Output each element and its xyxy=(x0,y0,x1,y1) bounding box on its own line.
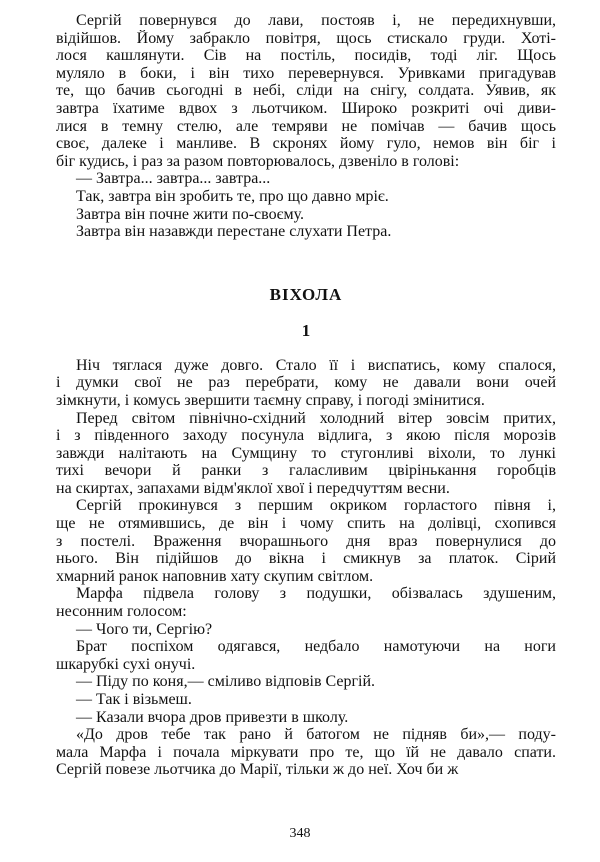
paragraph xyxy=(56,497,556,585)
text-line: мала Марфа і почала міркувати про те, що їй не давало спати. xyxy=(56,743,556,761)
text-line: завтра їхатиме вдвох з льотчиком. Широко розкриті очі диви- xyxy=(56,99,556,117)
paragraph xyxy=(56,621,556,639)
text-line: і думки свої не раз перебрати, кому не давали вони очей xyxy=(56,374,556,392)
text-line: завжди налітають на Сумщину то стугонливі віхоли, то лункі xyxy=(56,444,556,462)
text-line: своє, далеке і манливе. В скронях йому гуло, немов він біг і xyxy=(56,135,556,153)
text-line: з постелі. Враження вчорашнього дня враз повернулися до xyxy=(56,532,556,550)
text-line: те, що бачив сьогодні в небі, сліди на снігу, солдата. Уявив, як xyxy=(56,82,556,100)
text-line: — Казали вчора дров привезти в школу. xyxy=(76,708,349,726)
text-line: Завтра він назавжди перестане слухати Петра. xyxy=(76,223,392,241)
text-line: біг кудись, і раз за разом повторювалось, дзвеніло в голові: xyxy=(56,152,460,170)
paragraph xyxy=(56,410,556,498)
section-title: ВІХОЛА xyxy=(269,284,343,304)
paragraph xyxy=(56,638,556,673)
paragraph xyxy=(56,709,556,727)
paragraph xyxy=(56,673,556,691)
paragraph xyxy=(56,726,556,779)
text-line: муляло в боки, і він тихо перевернувся. Уривками пригадував xyxy=(56,64,556,82)
paragraph xyxy=(56,223,556,241)
text-line: і з південного заходу посунула відлига, з якою після морозів xyxy=(56,427,556,445)
text-line: Перед світом північно-східний холодний вітер зовсім притих, xyxy=(76,409,556,427)
text-line: Так, завтра він зробить те, про що давно мріє. xyxy=(76,187,389,205)
bottom-text xyxy=(56,357,556,779)
text-line: лися в темну стелю, але темряви не помічав — бачив щось xyxy=(56,117,556,135)
text-line: Сергій повернувся до лави, постояв і, не передихнувши, xyxy=(76,12,556,29)
paragraph xyxy=(56,12,556,170)
top-text xyxy=(56,12,556,241)
text-line: несонним голосом: xyxy=(56,603,187,621)
text-line: «До дров тебе так рано й батогом не підняв би»,— поду- xyxy=(76,726,556,744)
text-line: лося кашлянути. Сів на постіль, посидів, тоді ліг. Щось xyxy=(56,47,556,65)
text-line: — Так і візьмеш. xyxy=(76,691,192,708)
text-line: Сергій повезе льотчика до Марії, тільки ж до неї. Хоч би ж xyxy=(56,761,459,779)
page-number: 348 xyxy=(289,826,311,841)
text-line: Марфа підвела голову з подушки, обізвалась здушеним, xyxy=(76,585,556,603)
paragraph xyxy=(56,357,556,410)
text-line: зімкнути, і комусь звершити таємну справу, і погоді змінитися. xyxy=(56,391,485,409)
text-line: — Чого ти, Сергію? xyxy=(76,620,213,638)
text-line: відійшов. Йому забракло повітря, щось стискало груди. Хоті- xyxy=(56,29,556,47)
text-line: Завтра він почне жити по-своєму. xyxy=(76,205,304,223)
text-line: Ніч тяглася дуже довго. Стало її і виспатись, кому спалося, xyxy=(76,356,556,374)
text-line: ще не отямившись, де він і чому спить на долівці, схопився xyxy=(56,515,556,533)
paragraph xyxy=(56,206,556,224)
text-block xyxy=(56,12,556,779)
chapter-number: 1 xyxy=(301,320,311,340)
text-line: нього. Він підійшов до вікна і смикнув за платок. Сірий xyxy=(56,550,556,568)
paragraph xyxy=(56,585,556,620)
paragraph xyxy=(56,170,556,188)
text-line: Брат поспіхом одягався, недбало намотуючи на ноги xyxy=(76,638,556,656)
text-line: шкарубкі сухі онучі. xyxy=(56,655,196,673)
text-line: хмарний ранок наповнив хату скупим світлом. xyxy=(56,567,374,585)
paragraph xyxy=(56,188,556,206)
text-line: — Піду по коня,— сміливо відповів Сергій. xyxy=(76,673,376,691)
paragraph xyxy=(56,691,556,709)
text-line: на скиртах, запахами відм'яклої хвої і передчуттям весни. xyxy=(56,479,450,497)
text-line: тихі вечори й ранки з галасливим цвірінькання горобців xyxy=(56,462,556,480)
text-line: — Завтра... завтра... завтра... xyxy=(76,170,271,188)
text-line: Сергій прокинувся з першим окриком горластого півня і, xyxy=(76,497,556,515)
